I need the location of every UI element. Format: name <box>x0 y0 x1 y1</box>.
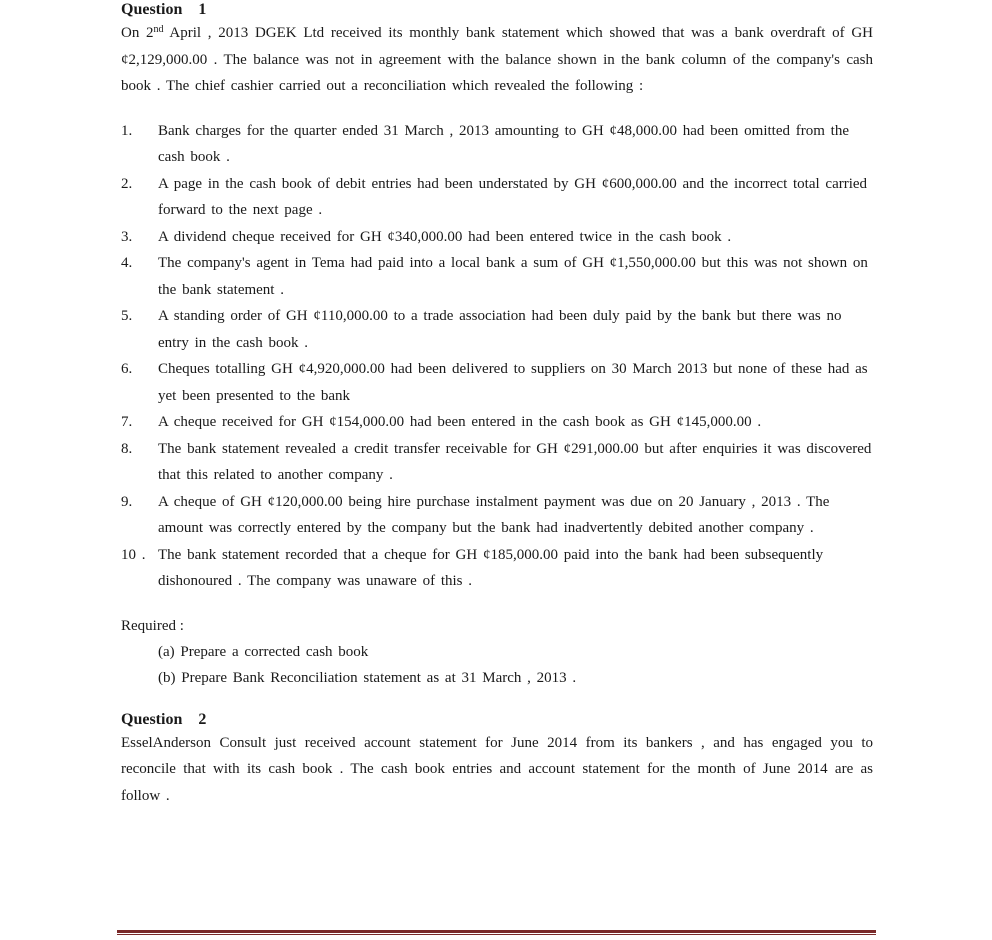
list-item <box>121 171 873 224</box>
spacer <box>121 692 873 710</box>
question-1-heading: Question 1 <box>121 1 207 18</box>
list-item-text: Cheques totalling GH ¢4,920,000.00 had been delivered to suppliers on 30 March 2013 but none of these had as yet been presented to the bank <box>158 361 868 404</box>
list-item-text: A dividend cheque received for GH ¢340,000.00 had been entered twice in the cash book . <box>158 228 732 245</box>
intro-text-rest: April , 2013 DGEK Ltd received its monthly bank statement which showed that was a bank overdraft of GH ¢2,129,000.00 . The balance was not in agreement with the balance shown in the bank column of the company's cash book . The chief cashier carried out a reconciliation which revealed the following : <box>121 25 873 94</box>
list-item <box>121 489 873 542</box>
list-item <box>121 542 873 595</box>
list-item-text: The bank statement revealed a credit transfer receivable for GH ¢291,000.00 but after enquiries it was discovered that this related to another company . <box>158 440 872 483</box>
question-1-items <box>121 118 873 595</box>
list-item-text: The company's agent in Tema had paid into a local bank a sum of GH ¢1,550,000.00 but this was not shown on the bank statement . <box>158 255 868 298</box>
document-page <box>121 0 873 809</box>
list-item-text: Bank charges for the quarter ended 31 March , 2013 amounting to GH ¢48,000.00 had been omitted from the cash book . <box>158 122 849 165</box>
list-item-text: A page in the cash book of debit entries had been understated by GH ¢600,000.00 and the incorrect total carried forward to the next page . <box>158 175 868 218</box>
ordinal-superscript: nd <box>153 24 164 35</box>
list-item-text: The bank statement recorded that a cheque for GH ¢185,000.00 paid into the bank had been subsequently dishonoured . The company was unaware of this . <box>158 546 824 589</box>
required-item: (b) Prepare Bank Reconciliation statement as at 31 March , 2013 . <box>158 670 577 686</box>
footer-divider <box>117 930 876 935</box>
list-item <box>121 356 873 409</box>
intro-text-start: On 2 <box>121 25 154 41</box>
list-item-number: 2. <box>121 175 133 192</box>
spacer <box>121 100 873 118</box>
list-item-text: A cheque received for GH ¢154,000.00 had been entered in the cash book as GH ¢145,000.00 . <box>158 414 762 430</box>
list-item <box>121 303 873 356</box>
list-item-number: 10 . <box>121 546 146 563</box>
list-item <box>121 224 873 251</box>
list-item-number: 7. <box>121 414 133 430</box>
question-1-intro <box>121 20 873 100</box>
required-items <box>121 639 873 692</box>
list-item-number: 3. <box>121 228 133 245</box>
spacer <box>121 595 873 613</box>
list-item <box>121 409 873 436</box>
list-item-number: 5. <box>121 308 133 324</box>
question-2-heading: Question 2 <box>121 710 207 728</box>
required-item: (a) Prepare a corrected cash book <box>158 643 369 660</box>
required-label: Required : <box>121 617 184 634</box>
list-item-number: 8. <box>121 440 133 457</box>
list-item <box>121 436 873 489</box>
list-item-number: 4. <box>121 255 133 271</box>
list-item-text: A standing order of GH ¢110,000.00 to a trade association had been duly paid by the bank but there was no entry in the cash book . <box>158 308 842 351</box>
list-item-text: A cheque of GH ¢120,000.00 being hire purchase instalment payment was due on 20 January , 2013 . The amount was correctly entered by the company but the bank had inadvertently debited another company . <box>158 493 830 536</box>
list-item-number: 1. <box>121 122 133 139</box>
list-item-number: 9. <box>121 493 133 510</box>
question-2-text: EsselAnderson Consult just received account statement for June 2014 from its bankers , and has engaged you to reconcile that with its cash book . The cash book entries and account statement for the month of June 2014 are as follow . <box>121 734 873 804</box>
list-item <box>121 118 873 171</box>
list-item-number: 6. <box>121 361 133 377</box>
list-item <box>121 250 873 303</box>
